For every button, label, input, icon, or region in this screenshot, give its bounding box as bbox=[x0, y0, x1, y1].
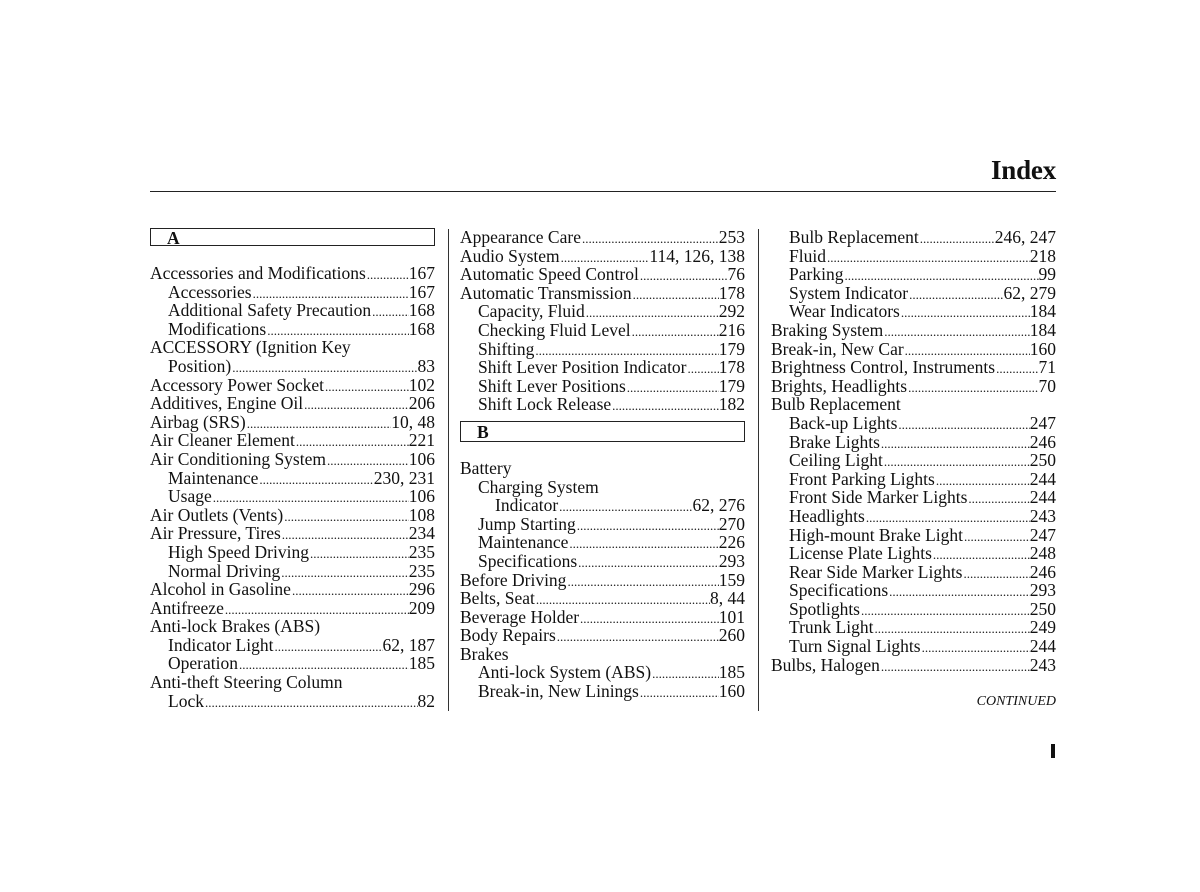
entry-term: Appearance Care bbox=[460, 227, 581, 247]
entry-term: Position) bbox=[168, 355, 232, 376]
entry-pages: 8, 44 bbox=[710, 588, 745, 609]
index-entry bbox=[771, 247, 1056, 266]
dot-leader bbox=[273, 638, 382, 657]
entry-pages: 185 bbox=[408, 653, 435, 674]
entry-term: Air Conditioning System bbox=[150, 448, 326, 469]
entry-pages: 62, 276 bbox=[692, 495, 745, 516]
entry-pages: 179 bbox=[718, 338, 745, 359]
entry-term: Jump Starting bbox=[478, 513, 576, 534]
index-entry bbox=[771, 358, 1056, 377]
entry-term: Maintenance bbox=[478, 532, 569, 553]
entry-pages: 270 bbox=[718, 513, 745, 534]
entry-pages: 230, 231 bbox=[373, 467, 435, 488]
entry-term: Shift Lever Position Indicator bbox=[478, 357, 687, 378]
entry-term: Body Repairs bbox=[460, 625, 556, 646]
index-entry bbox=[771, 284, 1056, 303]
column-divider bbox=[448, 229, 449, 711]
dot-leader bbox=[900, 304, 1030, 323]
index-entry bbox=[460, 228, 745, 247]
entry-pages: 102 bbox=[408, 374, 435, 395]
dot-leader bbox=[576, 517, 719, 536]
dot-leader bbox=[626, 379, 719, 398]
entry-term: Beverage Holder bbox=[460, 606, 580, 627]
index-entry bbox=[460, 608, 745, 627]
index-entry bbox=[460, 395, 745, 414]
entry-term: Accessory Power Socket bbox=[150, 374, 324, 395]
entry-term: Brake Lights bbox=[789, 431, 880, 452]
dot-leader bbox=[880, 658, 1030, 677]
entry-term: Bulb Replacement bbox=[771, 394, 901, 415]
dot-leader bbox=[963, 528, 1030, 547]
entry-term: Brakes bbox=[460, 643, 509, 664]
entry-term: Bulbs, Halogen bbox=[771, 654, 880, 675]
entry-pages: 296 bbox=[408, 579, 435, 600]
entry-pages: 159 bbox=[718, 569, 745, 590]
entry-term: Shift Lever Positions bbox=[478, 375, 626, 396]
entry-pages: 178 bbox=[718, 282, 745, 303]
index-entry bbox=[150, 506, 435, 525]
entry-term: Airbag (SRS) bbox=[150, 411, 246, 432]
entry-term: Front Side Marker Lights bbox=[789, 487, 968, 508]
index-entry bbox=[150, 580, 435, 599]
section-letter-b: B bbox=[460, 421, 745, 442]
index-entry bbox=[460, 663, 745, 682]
entry-term: Back-up Lights bbox=[789, 412, 898, 433]
index-column-3 bbox=[771, 228, 1056, 674]
entry-pages: 106 bbox=[408, 448, 435, 469]
entry-term: Belts, Seat bbox=[460, 588, 535, 609]
index-entry bbox=[150, 413, 435, 432]
dot-leader bbox=[309, 545, 409, 564]
entry-pages: 235 bbox=[408, 541, 435, 562]
index-entry bbox=[771, 656, 1056, 675]
index-entry bbox=[771, 451, 1056, 470]
entry-pages: 246, 247 bbox=[994, 227, 1056, 247]
entry-term: Maintenance bbox=[168, 467, 259, 488]
index-entry bbox=[771, 618, 1056, 637]
dot-leader bbox=[897, 416, 1029, 435]
index-entry bbox=[150, 320, 435, 339]
index-entry bbox=[150, 357, 435, 376]
dot-leader bbox=[558, 498, 692, 517]
index-entry bbox=[460, 358, 745, 377]
index-entry bbox=[150, 469, 435, 488]
index-entry bbox=[460, 340, 745, 359]
entry-pages: 184 bbox=[1029, 319, 1056, 340]
page-title: Index bbox=[990, 155, 1056, 185]
entry-term: Bulb Replacement bbox=[789, 227, 919, 247]
index-entry bbox=[460, 321, 745, 340]
index-entry bbox=[771, 265, 1056, 284]
entry-term: Modifications bbox=[168, 318, 267, 339]
entry-term: Air Outlets (Vents) bbox=[150, 504, 284, 525]
continued-note: CONTINUED bbox=[976, 694, 1056, 709]
index-entry bbox=[150, 617, 435, 636]
entry-term: Alcohol in Gasoline bbox=[150, 579, 291, 600]
index-entry bbox=[460, 682, 745, 701]
index-entry bbox=[460, 626, 745, 645]
entry-term: Operation bbox=[168, 653, 238, 674]
index-entry bbox=[150, 692, 435, 711]
entry-pages: 209 bbox=[408, 597, 435, 618]
entry-pages: 260 bbox=[718, 625, 745, 646]
entry-pages: 108 bbox=[408, 504, 435, 525]
entry-term: Shift Lock Release bbox=[478, 394, 612, 415]
entry-pages: 292 bbox=[718, 301, 745, 322]
dot-leader bbox=[566, 573, 718, 592]
entry-pages: 249 bbox=[1029, 617, 1056, 638]
index-entry bbox=[771, 395, 1056, 414]
entry-pages: 62, 279 bbox=[1003, 282, 1056, 303]
entry-pages: 62, 187 bbox=[382, 634, 435, 655]
entry-pages: 243 bbox=[1029, 654, 1056, 675]
index-entry bbox=[771, 507, 1056, 526]
index-entry bbox=[771, 470, 1056, 489]
index-column-2 bbox=[460, 228, 745, 701]
entry-term: Additional Safety Precaution bbox=[168, 300, 372, 321]
entry-term: Checking Fluid Level bbox=[478, 319, 631, 340]
entry-term: Battery bbox=[460, 457, 512, 478]
dot-leader bbox=[860, 602, 1030, 621]
index-entry bbox=[460, 265, 745, 284]
index-entry bbox=[150, 376, 435, 395]
entry-term: Fluid bbox=[789, 245, 826, 266]
index-entry bbox=[771, 321, 1056, 340]
entry-term: Lock bbox=[168, 690, 204, 711]
entry-pages: 82 bbox=[417, 690, 435, 711]
index-entry bbox=[771, 637, 1056, 656]
entry-pages: 76 bbox=[727, 264, 745, 285]
index-entry bbox=[771, 433, 1056, 452]
entry-term: ACCESSORY (Ignition Key bbox=[150, 337, 351, 358]
dot-leader bbox=[577, 554, 719, 573]
entry-pages: 244 bbox=[1029, 487, 1056, 508]
dot-leader bbox=[631, 323, 719, 342]
index-entry bbox=[150, 524, 435, 543]
index-entry bbox=[771, 228, 1056, 247]
entry-pages: 221 bbox=[408, 430, 435, 451]
entry-pages: 168 bbox=[408, 300, 435, 321]
entry-term: Rear Side Marker Lights bbox=[789, 561, 963, 582]
entry-term: Braking System bbox=[771, 319, 884, 340]
dot-leader bbox=[908, 286, 1003, 305]
entry-pages: 167 bbox=[408, 263, 435, 283]
index-entry bbox=[150, 301, 435, 320]
index-entry bbox=[771, 302, 1056, 321]
column-divider bbox=[758, 229, 759, 711]
dot-leader bbox=[371, 303, 409, 322]
index-entry bbox=[150, 283, 435, 302]
entry-term: Spotlights bbox=[789, 598, 860, 619]
dot-leader bbox=[258, 471, 373, 490]
dot-leader bbox=[579, 610, 719, 629]
index-entry bbox=[150, 338, 435, 357]
index-entry bbox=[460, 302, 745, 321]
entry-term: High-mount Brake Light bbox=[789, 524, 964, 545]
entry-term: Indicator bbox=[495, 495, 559, 516]
index-entry bbox=[150, 599, 435, 618]
index-entry bbox=[460, 377, 745, 396]
entry-pages: 244 bbox=[1029, 468, 1056, 489]
entry-term: Charging System bbox=[478, 476, 599, 497]
entry-term: Accessories and Modifications bbox=[150, 263, 366, 283]
entry-term: Automatic Transmission bbox=[460, 282, 632, 303]
entry-pages: 250 bbox=[1029, 450, 1056, 471]
dot-leader bbox=[324, 378, 409, 397]
index-entry bbox=[771, 488, 1056, 507]
entry-pages: 178 bbox=[718, 357, 745, 378]
dot-leader bbox=[611, 397, 719, 416]
index-entry bbox=[150, 562, 435, 581]
entry-pages: 10, 48 bbox=[391, 411, 435, 432]
entry-term: Front Parking Lights bbox=[789, 468, 935, 489]
dot-leader bbox=[280, 564, 408, 583]
index-entry bbox=[460, 552, 745, 571]
entry-term: Break-in, New Linings bbox=[478, 681, 639, 702]
index-entry bbox=[460, 284, 745, 303]
index-entry bbox=[150, 543, 435, 562]
dot-leader bbox=[919, 230, 995, 249]
index-entry bbox=[771, 581, 1056, 600]
entry-pages: 250 bbox=[1029, 598, 1056, 619]
dot-leader bbox=[995, 360, 1038, 379]
entry-pages: 168 bbox=[408, 318, 435, 339]
dot-leader bbox=[639, 267, 728, 286]
index-entry bbox=[150, 394, 435, 413]
entry-term: Headlights bbox=[789, 505, 865, 526]
index-entry bbox=[460, 645, 745, 664]
entry-pages: 184 bbox=[1029, 301, 1056, 322]
index-entry bbox=[771, 563, 1056, 582]
entry-pages: 182 bbox=[718, 394, 745, 415]
index-entry bbox=[771, 526, 1056, 545]
index-entry bbox=[771, 600, 1056, 619]
dot-leader bbox=[907, 379, 1038, 398]
entry-pages: 293 bbox=[1029, 580, 1056, 601]
entry-pages: 114, 126, 138 bbox=[649, 245, 745, 266]
entry-pages: 185 bbox=[718, 662, 745, 683]
entry-term: System Indicator bbox=[789, 282, 909, 303]
dot-leader bbox=[888, 583, 1030, 602]
dot-leader bbox=[687, 360, 719, 379]
entry-term: Anti-theft Steering Column bbox=[150, 672, 343, 693]
index-entry bbox=[150, 431, 435, 450]
entry-pages: 235 bbox=[408, 560, 435, 581]
index-column-1 bbox=[150, 228, 435, 710]
index-entry bbox=[460, 515, 745, 534]
entry-term: License Plate Lights bbox=[789, 543, 932, 564]
index-entry bbox=[150, 673, 435, 692]
entry-term: Trunk Light bbox=[789, 617, 874, 638]
entry-term: Additives, Engine Oil bbox=[150, 393, 304, 414]
entry-pages: 247 bbox=[1029, 412, 1056, 433]
entry-pages: 106 bbox=[408, 486, 435, 507]
dot-leader bbox=[556, 628, 719, 647]
dot-leader bbox=[826, 249, 1030, 268]
entry-term: Parking bbox=[789, 264, 844, 285]
dot-leader bbox=[651, 665, 719, 684]
entry-term: Brights, Headlights bbox=[771, 375, 908, 396]
entry-pages: 293 bbox=[718, 550, 745, 571]
page-marker bbox=[1051, 744, 1055, 758]
entry-term: Anti-lock Brakes (ABS) bbox=[150, 616, 321, 637]
entry-pages: 246 bbox=[1029, 561, 1056, 582]
dot-leader bbox=[283, 508, 409, 527]
index-entry bbox=[150, 654, 435, 673]
index-entry bbox=[771, 340, 1056, 359]
entry-pages: 160 bbox=[1029, 338, 1056, 359]
index-entry bbox=[150, 450, 435, 469]
entry-term: Turn Signal Lights bbox=[789, 636, 921, 657]
entry-pages: 99 bbox=[1038, 264, 1056, 285]
entry-pages: 83 bbox=[417, 355, 435, 376]
entry-term: Specifications bbox=[478, 550, 578, 571]
dot-leader bbox=[291, 582, 409, 601]
entry-term: Capacity, Fluid bbox=[478, 301, 585, 322]
header-rule bbox=[150, 191, 1056, 192]
entry-term: Antifreeze bbox=[150, 597, 224, 618]
entry-pages: 179 bbox=[718, 375, 745, 396]
dot-leader bbox=[883, 323, 1029, 342]
entry-pages: 70 bbox=[1038, 375, 1056, 396]
entry-pages: 160 bbox=[718, 681, 745, 702]
entry-pages: 234 bbox=[408, 523, 435, 544]
entry-pages: 216 bbox=[718, 319, 745, 340]
entry-pages: 218 bbox=[1029, 245, 1056, 266]
index-entry bbox=[771, 377, 1056, 396]
index-entry bbox=[771, 414, 1056, 433]
entry-term: Wear Indicators bbox=[789, 301, 900, 322]
dot-leader bbox=[366, 266, 409, 285]
dot-leader bbox=[967, 490, 1029, 509]
entry-pages: 206 bbox=[408, 393, 435, 414]
entry-term: Automatic Speed Control bbox=[460, 264, 639, 285]
entry-pages: 244 bbox=[1029, 636, 1056, 657]
entry-term: Air Cleaner Element bbox=[150, 430, 295, 451]
index-entry bbox=[460, 478, 745, 497]
entry-term: Shifting bbox=[478, 338, 535, 359]
dot-leader bbox=[921, 639, 1030, 658]
entry-term: High Speed Driving bbox=[168, 541, 309, 562]
dot-leader bbox=[963, 565, 1030, 584]
index-entry bbox=[460, 571, 745, 590]
section-letter-a: A bbox=[150, 228, 435, 246]
index-entry bbox=[771, 544, 1056, 563]
dot-leader bbox=[568, 535, 718, 554]
entry-term: Specifications bbox=[789, 580, 889, 601]
entry-term: Air Pressure, Tires bbox=[150, 523, 281, 544]
entry-term: Brightness Control, Instruments bbox=[771, 357, 996, 378]
entry-term: Ceiling Light bbox=[789, 450, 883, 471]
entry-pages: 71 bbox=[1038, 357, 1056, 378]
dot-leader bbox=[632, 286, 719, 305]
entry-pages: 253 bbox=[718, 227, 745, 247]
entry-pages: 246 bbox=[1029, 431, 1056, 452]
entry-term: Anti-lock System (ABS) bbox=[478, 662, 652, 683]
index-entry bbox=[460, 496, 745, 515]
dot-leader bbox=[639, 684, 719, 703]
entry-term: Accessories bbox=[168, 281, 252, 302]
entry-term: Audio System bbox=[460, 245, 560, 266]
entry-pages: 247 bbox=[1029, 524, 1056, 545]
entry-pages: 226 bbox=[718, 532, 745, 553]
index-entry bbox=[460, 533, 745, 552]
dot-leader bbox=[204, 694, 418, 713]
entry-pages: 167 bbox=[408, 281, 435, 302]
index-entry bbox=[150, 636, 435, 655]
entry-pages: 243 bbox=[1029, 505, 1056, 526]
index-entry bbox=[460, 459, 745, 478]
entry-term: Usage bbox=[168, 486, 212, 507]
index-entry bbox=[460, 589, 745, 608]
entry-term: Before Driving bbox=[460, 569, 567, 590]
dot-leader bbox=[880, 435, 1030, 454]
entry-term: Normal Driving bbox=[168, 560, 281, 581]
index-entry bbox=[150, 264, 435, 283]
index-entry bbox=[150, 487, 435, 506]
entry-pages: 101 bbox=[718, 606, 745, 627]
entry-term: Break-in, New Car bbox=[771, 338, 904, 359]
index-entry bbox=[460, 247, 745, 266]
entry-pages: 248 bbox=[1029, 543, 1056, 564]
entry-term: Indicator Light bbox=[168, 634, 274, 655]
